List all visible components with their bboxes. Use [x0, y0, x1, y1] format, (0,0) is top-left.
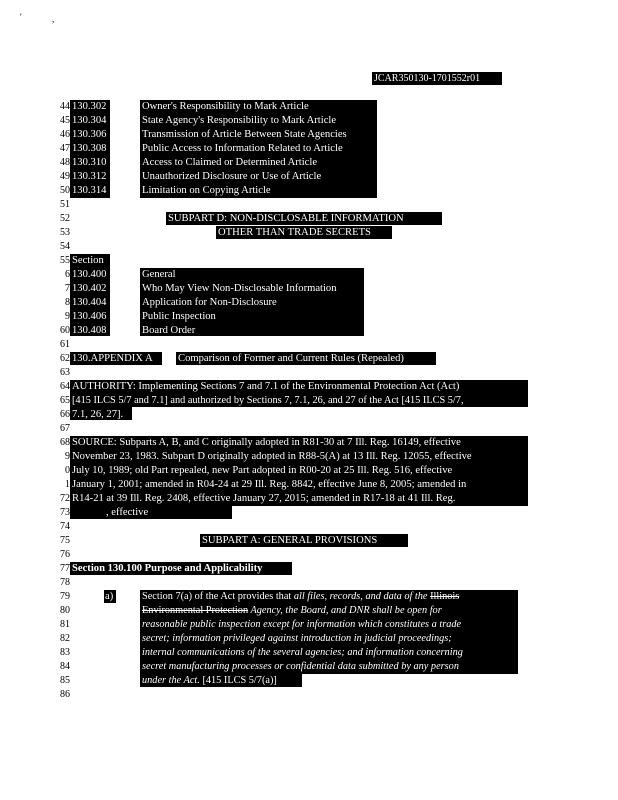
line-number: 63: [60, 367, 70, 378]
toc-code: 130.304: [72, 115, 107, 126]
line-number: 8: [65, 297, 70, 308]
line-number: 83: [60, 647, 70, 658]
corner-mark: ,: [52, 14, 55, 24]
line-number: 9: [65, 451, 70, 462]
line-number: 67: [60, 423, 70, 434]
source-text: July 10, 1989; old Part repealed, new Part adopted in R00-20 at 25 Ill. Reg. 516, effective: [72, 465, 453, 476]
source-bar: [70, 506, 232, 519]
source-text: SOURCE: Subparts A, B, and C originally adopted in R81-30 at 7 Ill. Reg. 16149, effective: [72, 437, 461, 448]
para-a-deleted: Environmental Protection: [142, 605, 249, 616]
line-number: 75: [60, 535, 70, 546]
toc-title: Unauthorized Disclosure or Use of Article: [142, 171, 322, 182]
line-number: 47: [60, 143, 70, 154]
line-number: 0: [65, 465, 70, 476]
toc-code: 130.400: [72, 269, 107, 280]
line-number: 82: [60, 633, 70, 644]
source-text: , effective: [106, 507, 149, 518]
line-number: 65: [60, 395, 70, 406]
line-number: 1: [65, 479, 70, 490]
line-number: 9: [65, 311, 70, 322]
subpart-d-heading: OTHER THAN TRADE SECRETS: [218, 227, 371, 238]
para-a-line: [142, 674, 277, 687]
toc-title: Public Access to Information Related to Article: [142, 143, 343, 154]
line-number: 85: [60, 675, 70, 686]
source-text: November 23, 1983. Subpart D originally adopted in R88-5(A) at 13 Ill. Reg. 12055, effective: [72, 451, 472, 462]
para-a-text: Section 7(a) of the Act provides that: [142, 591, 294, 602]
toc-code: 130.404: [72, 297, 107, 308]
line-number: 55: [60, 255, 70, 266]
para-a-quote: secret; information privileged against introduction in judicial proceedings;: [142, 633, 452, 644]
line-number: 50: [60, 185, 70, 196]
para-a-line: [142, 590, 459, 603]
toc-title: General: [142, 269, 176, 280]
line-number: 80: [60, 605, 70, 616]
para-a-line: [142, 604, 442, 617]
para-a-quote: Agency, the Board, and DNR shall be open for: [248, 605, 442, 616]
para-label: a): [105, 591, 114, 602]
line-number: 72: [60, 493, 70, 504]
subpart-d-heading: SUBPART D: NON-DISCLOSABLE INFORMATION: [168, 213, 404, 224]
line-number: 79: [60, 591, 70, 602]
toc-code: 130.402: [72, 283, 107, 294]
toc-code: 130.308: [72, 143, 107, 154]
line-number: 73: [60, 507, 70, 518]
line-number: 44: [60, 101, 70, 112]
line-number: 45: [60, 115, 70, 126]
subpart-a-heading: SUBPART A: GENERAL PROVISIONS: [202, 535, 378, 546]
source-text: January 1, 2001; amended in R04-24 at 29 Ill. Reg. 8842, effective June 8, 2005; amended in: [72, 479, 467, 490]
authority-text: [415 ILCS 5/7 and 7.1] and authorized by Sections 7, 7.1, 26, and 27 of the Act [415 ILCS 5/7,: [72, 395, 464, 406]
para-a-quote: secret manufacturing processes or confidential data submitted by any person: [142, 661, 459, 672]
toc-title: Application for Non-Disclosure: [142, 297, 277, 308]
section-label: Section: [72, 255, 104, 266]
line-number: 66: [60, 409, 70, 420]
line-number: 77: [60, 563, 70, 574]
line-number: 46: [60, 129, 70, 140]
line-number: 49: [60, 171, 70, 182]
authority-text: 7.1, 26, 27].: [72, 409, 124, 420]
para-a-deleted: Illinois: [430, 591, 460, 602]
toc-code: 130.406: [72, 311, 107, 322]
line-number: 60: [60, 325, 70, 336]
appendix-code: 130.APPENDIX A: [72, 353, 153, 364]
line-number: 64: [60, 381, 70, 392]
line-number: 68: [60, 437, 70, 448]
toc-code: 130.306: [72, 129, 107, 140]
toc-code: 130.312: [72, 171, 107, 182]
line-number: 51: [60, 199, 70, 210]
toc-code: 130.310: [72, 157, 107, 168]
line-number: 7: [65, 283, 70, 294]
toc-title: Public Inspection: [142, 311, 216, 322]
line-number: 86: [60, 689, 70, 700]
line-number: 61: [60, 339, 70, 350]
para-a-quote: internal communications of the several agencies; and information concerning: [142, 647, 463, 658]
toc-title: Transmission of Article Between State Agencies: [142, 129, 347, 140]
para-a-quote: all files, records, and data of the: [293, 591, 431, 602]
document-id: JCAR350130-1701552r01: [374, 73, 481, 84]
toc-title: Board Order: [142, 325, 196, 336]
corner-mark: ': [20, 12, 22, 22]
source-text: R14-21 at 39 Ill. Reg. 2408, effective January 27, 2015; amended in R17-18 at 41 Ill. Reg.: [72, 493, 456, 504]
line-number: 48: [60, 157, 70, 168]
line-number: 76: [60, 549, 70, 560]
section-heading: Section 130.100 Purpose and Applicability: [72, 563, 263, 574]
toc-code: 130.408: [72, 325, 107, 336]
toc-title: State Agency's Responsibility to Mark Article: [142, 115, 337, 126]
line-number: 52: [60, 213, 70, 224]
toc-title: Who May View Non-Disclosable Information: [142, 283, 337, 294]
line-number: 84: [60, 661, 70, 672]
line-number: 81: [60, 619, 70, 630]
toc-title: Limitation on Copying Article: [142, 185, 271, 196]
line-number: 54: [60, 241, 70, 252]
line-number: 6: [65, 269, 70, 280]
line-number: 78: [60, 577, 70, 588]
line-number: 62: [60, 353, 70, 364]
line-number: 74: [60, 521, 70, 532]
para-a-quote: reasonable public inspection except for information which constitutes a trade: [142, 619, 462, 630]
toc-code: 130.302: [72, 101, 107, 112]
para-a-quote: under the Act.: [142, 675, 200, 686]
authority-text: AUTHORITY: Implementing Sections 7 and 7.1 of the Environmental Protection Act (Act): [72, 381, 460, 392]
line-number: 53: [60, 227, 70, 238]
toc-code: 130.314: [72, 185, 107, 196]
appendix-title: Comparison of Former and Current Rules (Repealed): [178, 353, 404, 364]
toc-title: Owner's Responsibility to Mark Article: [142, 101, 309, 112]
toc-title: Access to Claimed or Determined Article: [142, 157, 318, 168]
para-a-citation: [415 ILCS 5/7(a)]: [199, 675, 277, 686]
